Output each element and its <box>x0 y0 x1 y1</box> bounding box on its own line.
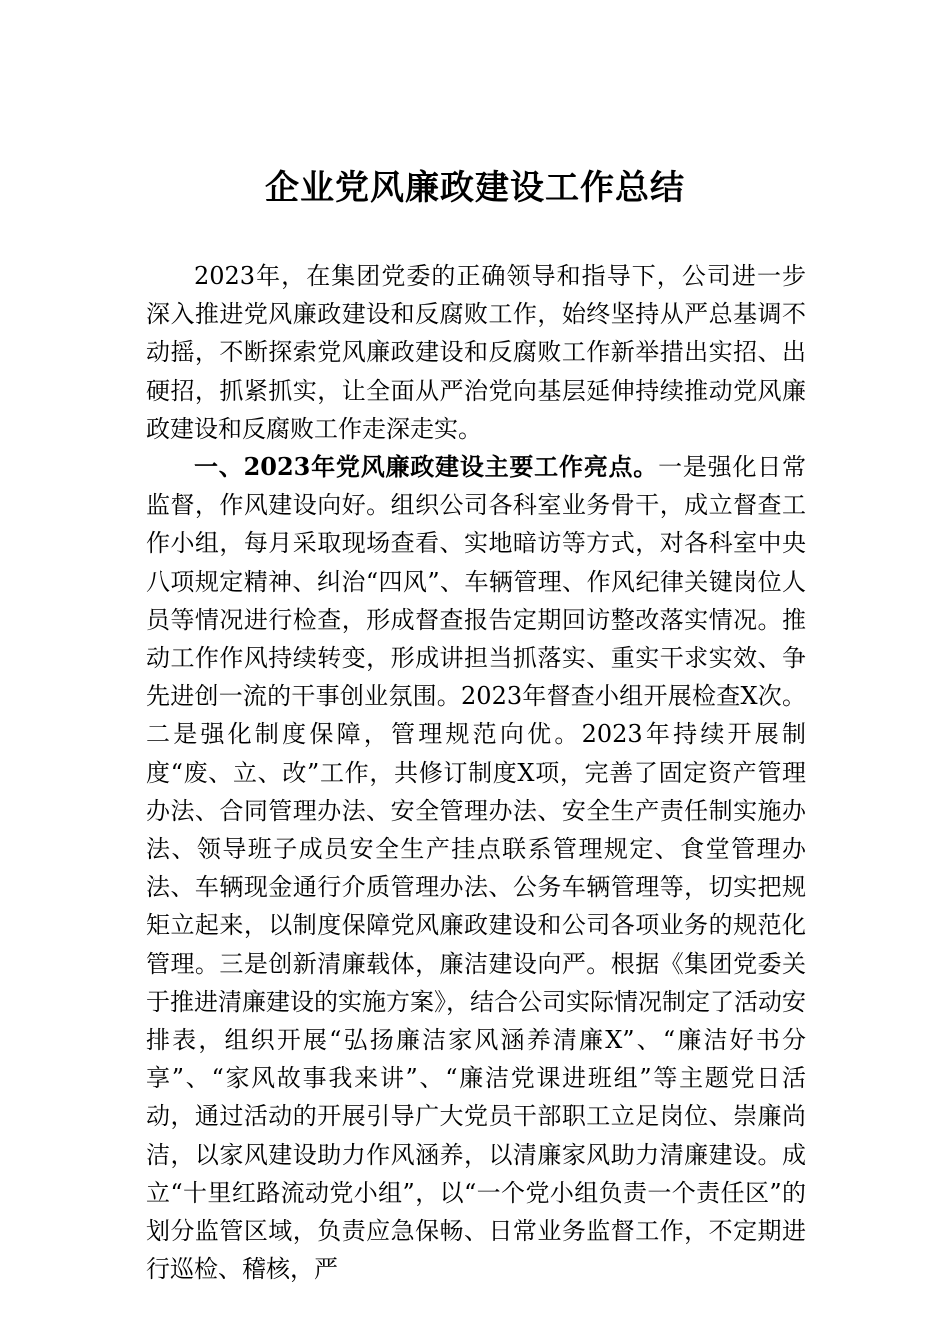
document-title: 企业党风廉政建设工作总结 <box>265 168 685 208</box>
section-body: 一是强化日常监督，作风建设向好。组织公司各科室业务骨干，成立督查工作小组，每月采取现场查看、实地暗访等方式，对各科室中央八项规定精神、纠治“四风”、车辆管理、作风纪律关键岗位人员等情况进行检查，形成督查报告定期回访整改落实情况。推动工作作风持续转变，形成讲担当抓落实、重实干求实效、争先进创一流的干事创业氛围。2023年督查小组开展检查X次。二是强化制度保障，管理规范向优。2023年持续开展制度“废、立、改”工作，共修订制度X项，完善了固定资产管理办法、合同管理办法、安全管理办法、安全生产责任制实施办法、领导班子成员安全生产挂点联系管理规定、食堂管理办法、车辆现金通行介质管理办法、公务车辆管理等，切实把规矩立起来，以制度保障党风廉政建设和公司各项业务的规范化管理。三是创新清廉载体，廉洁建设向严。根据《集团党委关于推进清廉建设的实施方案》，结合公司实际情况制定了活动安排表，组织开展“弘扬廉洁家风涵养清廉X”、“廉洁好书分享”、“家风故事我来讲”、“廉洁党课进班组”等主题党日活动，通过活动的开展引导广大党员干部职工立足岗位、崇廉尚洁，以家风建设助力作风涵养，以清廉家风助力清廉建设。成立“十里红路流动党小组”，以“一个党小组负责一个责任区”的划分监管区域，负责应急保畅、日常业务监督工作，不定期进行巡检、稽核，严 <box>146 453 807 1284</box>
section-heading: 一、2023年党风廉政建设主要工作亮点。 <box>194 452 659 482</box>
paragraph-highlights <box>146 448 806 1288</box>
paragraph-intro: 2023年，在集团党委的正确领导和指导下，公司进一步深入推进党风廉政建设和反腐败工作，始终坚持从严总基调不动摇，不断探索党风廉政建设和反腐败工作新举措出实招、出硬招，抓紧抓实，让全面从严治党向基层延伸持续推动党风廉政建设和反腐败工作走深走实。 <box>146 262 806 443</box>
document-body <box>146 257 806 1288</box>
